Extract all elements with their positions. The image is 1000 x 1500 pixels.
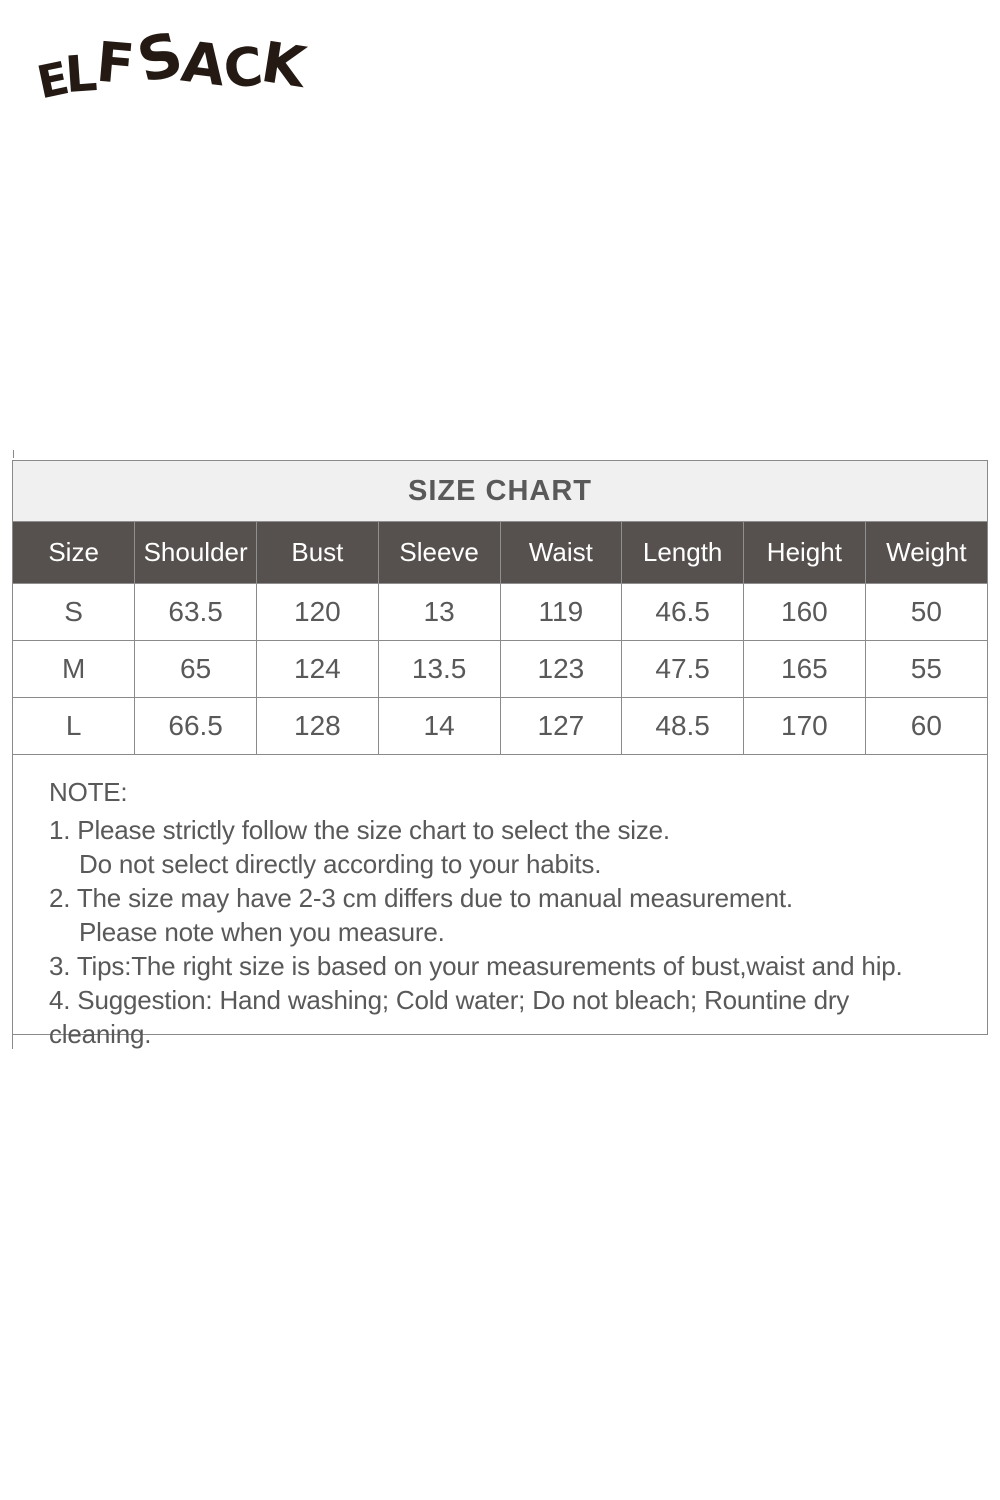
table-cell: 128 bbox=[257, 698, 379, 755]
logo-letter: F bbox=[93, 29, 137, 97]
table-cell: 119 bbox=[500, 584, 622, 641]
crop-tick-top bbox=[13, 450, 14, 458]
table-header-row bbox=[13, 522, 987, 584]
table-cell: 14 bbox=[378, 698, 500, 755]
crop-tick-bottom bbox=[12, 1035, 13, 1049]
table-cell: 127 bbox=[500, 698, 622, 755]
table-cell: 63.5 bbox=[135, 584, 257, 641]
table-cell: 48.5 bbox=[622, 698, 744, 755]
note-heading: NOTE: bbox=[49, 777, 128, 807]
logo-letter: A bbox=[178, 29, 230, 100]
table-cell: 66.5 bbox=[135, 698, 257, 755]
logo-letter: S bbox=[130, 19, 190, 98]
table-cell: 50 bbox=[865, 584, 987, 641]
header-cell: Length bbox=[622, 522, 744, 584]
header-cell: Sleeve bbox=[378, 522, 500, 584]
note-section bbox=[13, 755, 987, 1051]
size-chart-title: SIZE CHART bbox=[13, 461, 987, 521]
header-cell: Weight bbox=[865, 522, 987, 584]
table-cell: 13 bbox=[378, 584, 500, 641]
table-cell: M bbox=[13, 641, 135, 698]
note-line: 1. Please strictly follow the size chart to select the size. bbox=[49, 815, 670, 845]
table-cell: 65 bbox=[135, 641, 257, 698]
header-cell: Size bbox=[13, 522, 135, 584]
table-cell: 120 bbox=[257, 584, 379, 641]
table-cell: 13.5 bbox=[378, 641, 500, 698]
header-cell: Shoulder bbox=[135, 522, 257, 584]
table-cell: 55 bbox=[865, 641, 987, 698]
table-cell: 60 bbox=[865, 698, 987, 755]
header-cell: Waist bbox=[500, 522, 622, 584]
header-cell: Height bbox=[744, 522, 866, 584]
elfsack-brand-logo bbox=[32, 19, 310, 110]
size-chart-box bbox=[12, 460, 988, 1049]
logo-letter: C bbox=[220, 36, 266, 101]
logo-letter: K bbox=[256, 30, 310, 102]
table-cell: S bbox=[13, 584, 135, 641]
note-line: 3. Tips:The right size is based on your measurements of bust,waist and hip. bbox=[49, 951, 903, 981]
table-row bbox=[13, 641, 987, 698]
table-cell: L bbox=[13, 698, 135, 755]
table-row bbox=[13, 584, 987, 641]
table-cell: 165 bbox=[744, 641, 866, 698]
table-cell: 124 bbox=[257, 641, 379, 698]
logo-letter: L bbox=[62, 43, 99, 105]
note-line: 2. The size may have 2-3 cm differs due to manual measurement. bbox=[49, 883, 793, 913]
logo-letter: E bbox=[32, 51, 74, 110]
header-cell: Bust bbox=[257, 522, 379, 584]
table-cell: 160 bbox=[744, 584, 866, 641]
table-cell: 123 bbox=[500, 641, 622, 698]
size-chart-table bbox=[13, 521, 987, 755]
note-lines bbox=[49, 813, 953, 1051]
note-line: 4. Suggestion: Hand washing; Cold water; Do not bleach; Rountine dry cleaning. bbox=[49, 985, 850, 1049]
table-cell: 46.5 bbox=[622, 584, 744, 641]
table-cell: 47.5 bbox=[622, 641, 744, 698]
note-line: Do not select directly according to your habits. bbox=[79, 849, 602, 879]
table-cell: 170 bbox=[744, 698, 866, 755]
note-line: Please note when you measure. bbox=[79, 917, 445, 947]
table-row bbox=[13, 698, 987, 755]
